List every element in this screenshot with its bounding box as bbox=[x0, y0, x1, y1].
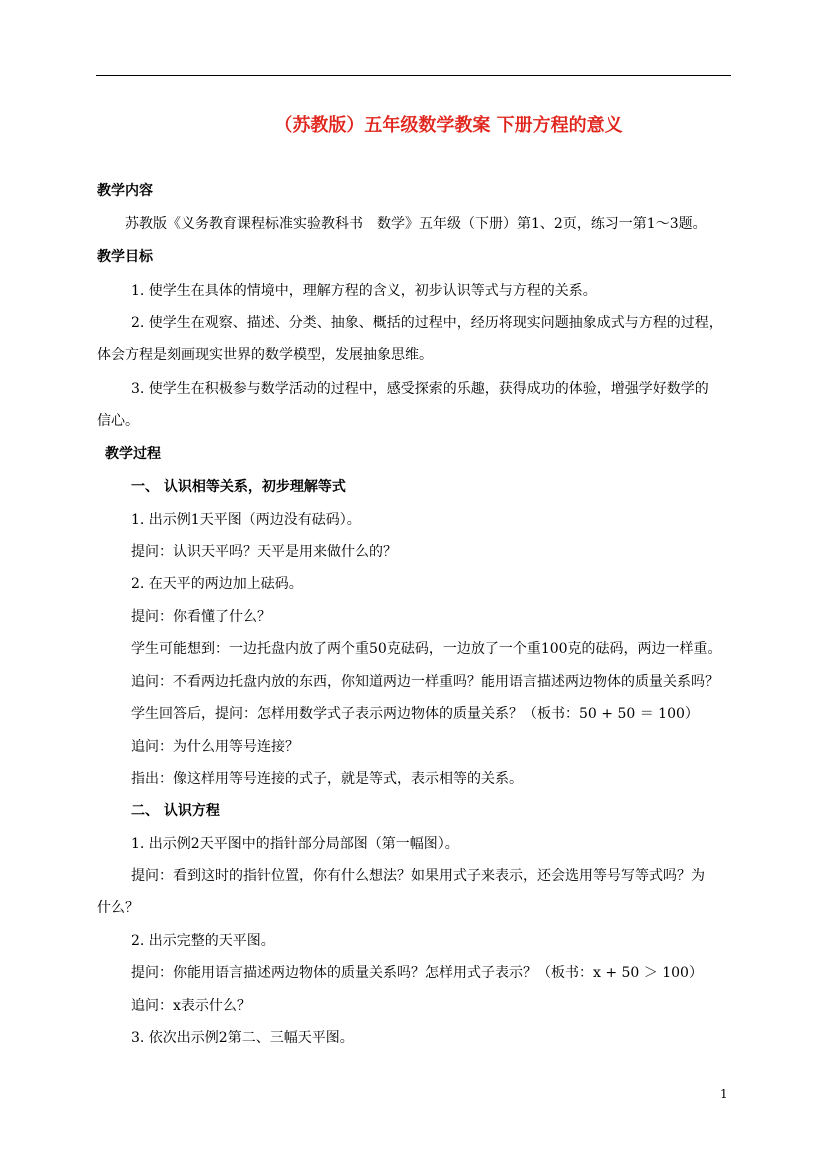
subsection-heading-2: 二、 认识方程 bbox=[131, 803, 220, 819]
subsection-heading-1: 一、 认识相等关系，初步理解等式 bbox=[131, 479, 346, 495]
paragraph: 追问：x表示什么？ bbox=[131, 998, 251, 1014]
section-heading-process: 教学过程 bbox=[105, 446, 161, 462]
paragraph: 提问：你能用语言描述两边物体的质量关系吗？怎样用式子表示？（板书：x + 50 ＞ 100） bbox=[131, 965, 703, 981]
paragraph: 学生可能想到：一边托盘内放了两个重50克砝码，一边放了一个重100克的砝码，两边一样重。 bbox=[131, 641, 722, 657]
page-number: 1 bbox=[720, 1087, 728, 1101]
paragraph: 提问：看到这时的指针位置，你有什么想法？如果用式子来表示，还会选用等号写等式吗？为 bbox=[131, 868, 705, 884]
paragraph: 提问：认识天平吗？天平是用来做什么的？ bbox=[131, 544, 397, 560]
paragraph: 追问：为什么用等号连接？ bbox=[131, 739, 299, 755]
paragraph: 苏教版《义务教育课程标准实验教科书 数学》五年级（下册）第1、2页，练习一第1～3题。 bbox=[125, 216, 707, 232]
paragraph: 追问：不看两边托盘内放的东西，你知道两边一样重吗？能用语言描述两边物体的质量关系吗？ bbox=[131, 674, 719, 690]
section-heading-goals: 教学目标 bbox=[97, 249, 153, 265]
paragraph: 2. 出示完整的天平图。 bbox=[131, 933, 275, 949]
paragraph: 指出：像这样用等号连接的式子，就是等式，表示相等的关系。 bbox=[131, 771, 523, 787]
section-heading-content: 教学内容 bbox=[97, 183, 153, 199]
paragraph: 2. 在天平的两边加上砝码。 bbox=[131, 576, 303, 592]
paragraph: 2. 使学生在观察、描述、分类、抽象、概括的过程中，经历将现实问题抽象成式与方程的过程， bbox=[131, 315, 723, 331]
paragraph: 提问：你看懂了什么？ bbox=[131, 609, 271, 625]
paragraph: 1. 出示例2天平图中的指针部分局部图（第一幅图）。 bbox=[131, 836, 459, 852]
paragraph: 学生回答后，提问：怎样用数学式子表示两边物体的质量关系？（板书：50 + 50 ＝ 100） bbox=[131, 706, 699, 722]
paragraph: 体会方程是刻画现实世界的数学模型，发展抽象思维。 bbox=[97, 347, 433, 363]
paragraph: 1. 使学生在具体的情境中，理解方程的含义，初步认识等式与方程的关系。 bbox=[131, 283, 597, 299]
paragraph: 3. 依次出示例2第二、三幅天平图。 bbox=[131, 1030, 354, 1046]
paragraph: 1. 出示例1天平图（两边没有砝码）。 bbox=[131, 512, 361, 528]
paragraph: 3. 使学生在积极参与数学活动的过程中，感受探索的乐趣，获得成功的体验，增强学好数学的 bbox=[131, 381, 709, 397]
paragraph: 什么？ bbox=[97, 900, 139, 916]
paragraph: 信心。 bbox=[97, 413, 139, 429]
header-rule bbox=[96, 75, 731, 76]
document-title: （苏教版）五年级数学教案 下册方程的意义 bbox=[274, 115, 623, 136]
